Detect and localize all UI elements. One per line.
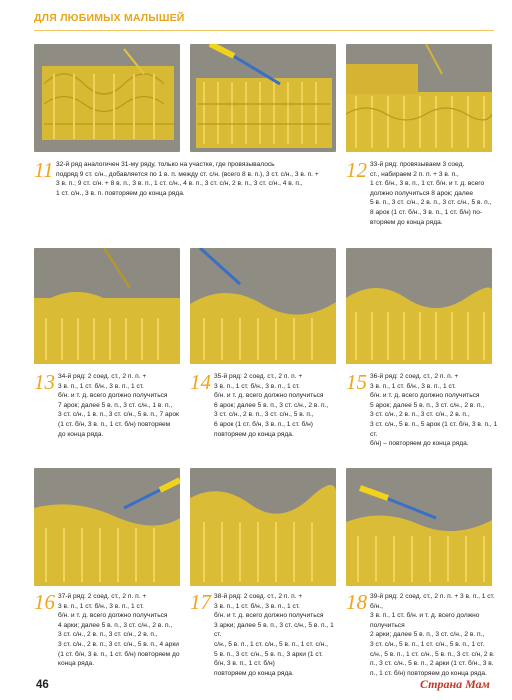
instruction-line: 3 в. п., 1 ст. б/н., 3 в. п., 1 ст. [214, 382, 300, 390]
instruction-line: 32-й ряд аналогичен 31-му ряду, только на участке, где провязывалось [56, 161, 275, 168]
instruction-line: до конца ряда. [58, 430, 104, 438]
instruction-line: 36-й ряд: 2 соед. ст., 2 п. п. + [370, 373, 459, 380]
step-instructions [214, 372, 342, 439]
instruction-line: б/н. и т. д. всего должно получиться [370, 392, 480, 400]
step-instructions [370, 592, 502, 678]
step-11-photo-2 [190, 44, 336, 152]
instruction-line: вторяем до конца ряда. [370, 218, 443, 226]
step-number: 17 [190, 590, 211, 614]
step-number: 15 [346, 370, 367, 394]
instruction-line: 3 в. п., 1 ст. б/н., 3 в. п., 1 ст. [214, 602, 300, 610]
step-15-photo [346, 248, 492, 364]
instruction-line: ст., набираем 2 п. п. + 3 в. п., [370, 170, 459, 178]
instruction-line: б/н. и т. д. всего должно получиться [214, 392, 324, 400]
instruction-line: 3 ст. с/н., 2 в. п., 3 ст. с/н., 2 в. п., [370, 411, 470, 419]
instruction-line: б/н. и т. д. всего должно получиться [214, 612, 324, 620]
instruction-line: с/н., 5 в. п., 1 ст. с/н., 5 в. п., 1 ст. с/н., [214, 640, 328, 648]
step-instructions [58, 372, 184, 439]
instruction-line: повторяем до конца ряда. [214, 669, 294, 677]
step-17-photo [190, 468, 336, 586]
instruction-line: (1 ст. б/н, 3 в. п., 1 ст. б/н) повторяем до [58, 650, 180, 658]
instruction-line: подряд 9 ст. с/н., добавляется по 1 в. п. между ст. с/н. (всего 8 в. п.), 3 ст. с/н., 3 в. п. + [56, 170, 319, 178]
instruction-line: 1 ст. б/н., 3 в. п., 1 ст. б/н. и т. д. всего [370, 180, 485, 188]
instruction-line: 37-й ряд: 2 соед. ст., 2 п. п. + [58, 593, 147, 600]
step-instructions [214, 592, 342, 678]
instruction-line: (1 ст. б/н, 3 в. п., 1 ст. б/н) повторяем [58, 420, 171, 428]
instruction-line: должно получиться 8 арок; далее [370, 189, 474, 197]
instruction-line: 7 арок; далее 5 в. п., 3 ст. с/н., 1 в. п., [58, 401, 173, 409]
page-number: 46 [36, 679, 49, 691]
instruction-line: 3 ст. с/н., 2 в. п., 3 ст. с/н., 5 в. п., [214, 411, 314, 419]
instruction-line: 3 арки; далее 5 в. п., 3 ст. с/н., 5 в. п., 1 ст. [214, 621, 334, 639]
step-instructions [370, 372, 500, 449]
instruction-line: 5 в. п., 3 ст. с/н., 2 в. п., 3 ст. с/н., 5 в. п., [370, 199, 492, 207]
instruction-line: 5 в. п., 3 ст. с/н., 5 в. п., 3 арки (1 ст. [214, 650, 323, 658]
step-18-photo [346, 468, 492, 586]
instruction-line: 3 ст. с/н., 2 в. п., 3 ст. с/н., 2 в. п., [58, 631, 158, 639]
instruction-line: 38-й ряд: 2 соед. ст., 2 п. п. + [214, 593, 303, 600]
instruction-line: конца ряда. [58, 660, 95, 668]
page-header [0, 0, 512, 34]
instruction-line: 3 ст. с/н., 2 в. п., 3 ст. с/н., 5 в. п., 4 арки [58, 640, 179, 648]
step-number: 12 [346, 158, 367, 182]
step-number: 11 [34, 158, 54, 182]
instruction-line: 2 арки; далее 5 в. п., 3 ст. с/н., 2 в. п., [370, 631, 485, 639]
step-16-photo [34, 468, 180, 586]
step-12-photo [346, 44, 492, 152]
step-number: 14 [190, 370, 211, 394]
instruction-line: 35-й ряд: 2 соед. ст., 2 п. п. + [214, 373, 303, 380]
instruction-line: б/н. и т. д. всего должно получиться [58, 612, 168, 620]
instruction-line: 3 ст. с/н., 5 в. п., 1 ст. с/н., 5 в. п., 1 ст. [370, 640, 485, 648]
step-13-photo [34, 248, 180, 364]
step-instructions [58, 592, 184, 669]
step-instructions [56, 160, 326, 198]
step-instructions [370, 160, 498, 227]
instruction-line: 33-й ряд: провязываем 3 соед. [370, 161, 465, 168]
instruction-line: 39-й ряд: 2 соед. ст., 2 п. п. + 3 в. п., 1 ст. б/н., [370, 593, 495, 610]
instruction-line: 4 арки; далее 5 в. п., 3 ст. с/н., 2 в. п., [58, 621, 173, 629]
section-title: ДЛЯ ЛЮБИМЫХ МАЛЫШЕЙ [34, 12, 185, 24]
instruction-line: повторяем до конца ряда. [214, 430, 294, 438]
step-number: 16 [34, 590, 55, 614]
step-number: 13 [34, 370, 55, 394]
instruction-line: 3 в. п., 1 ст. б/н., 3 в. п., 1 ст. [370, 382, 456, 390]
site-logo: Страна Мам [420, 677, 490, 691]
instruction-line: б/н, 3 в. п., 1 ст. б/н) [214, 660, 275, 668]
step-number: 18 [346, 590, 367, 614]
instruction-line: 3 ст. с/н., 1 в. п., 3 ст. с/н., 5 в. п., 7 арок [58, 411, 179, 419]
instruction-line: с/н., 5 в. п., 1 ст. с/н., 5 в. п., 3 ст. с/н, 2 в. [370, 650, 495, 658]
instruction-line: п., 3 ст. с/н., 5 в. п., 2 арки (1 ст. б/н., 3 в. [370, 660, 494, 668]
instruction-line: 3 в. п.; 9 ст. с/н. + 8 в. п., 3 в. п., 1 ст. с/н., 4 в. п., 3 ст. с/н, 2 в. п., 3 ст. с/н., 4 в. п., [56, 180, 303, 188]
instruction-line: 5 арок; далее 5 в. п., 3 ст. с/н., 2 в. п., [370, 401, 485, 409]
instruction-line: б/н. и т. д. всего должно получиться [58, 392, 168, 400]
instruction-line: б/н) – повторяем до конца ряда. [370, 440, 469, 448]
instruction-line: 3 в. п., 1 ст. б/н. и т. д. всего должно получиться [370, 612, 480, 629]
instruction-line: 6 арок; далее 5 в. п., 3 ст. с/н., 2 в. п., [214, 401, 329, 409]
header-divider [34, 30, 494, 31]
instruction-line: 6 арок (1 ст. б/н, 3 в. п., 1 ст. б/н) [214, 420, 314, 428]
instruction-line: п., 1 ст. б/н) повторяем до конца ряда. [370, 669, 487, 677]
step-11-photo [34, 44, 180, 152]
instruction-line: 3 ст. с/н., 5 в. п., 5 арок (1 ст. б/н, 3 в. п., 1 ст. [370, 420, 498, 438]
instruction-line: 3 в. п., 1 ст. б/н., 3 в. п., 1 ст. [58, 382, 144, 390]
step-14-photo [190, 248, 336, 364]
instruction-line: 1 ст. с/н., 3 в. п. повторяем до конца ряда. [56, 189, 185, 197]
instruction-line: 3 в. п., 1 ст. б/н., 3 в. п., 1 ст. [58, 602, 144, 610]
instruction-line: 8 арок (1 ст. б/н., 3 в. п., 1 ст. б/н) по- [370, 208, 483, 216]
instruction-line: 34-й ряд: 2 соед. ст., 2 п. п. + [58, 373, 147, 380]
